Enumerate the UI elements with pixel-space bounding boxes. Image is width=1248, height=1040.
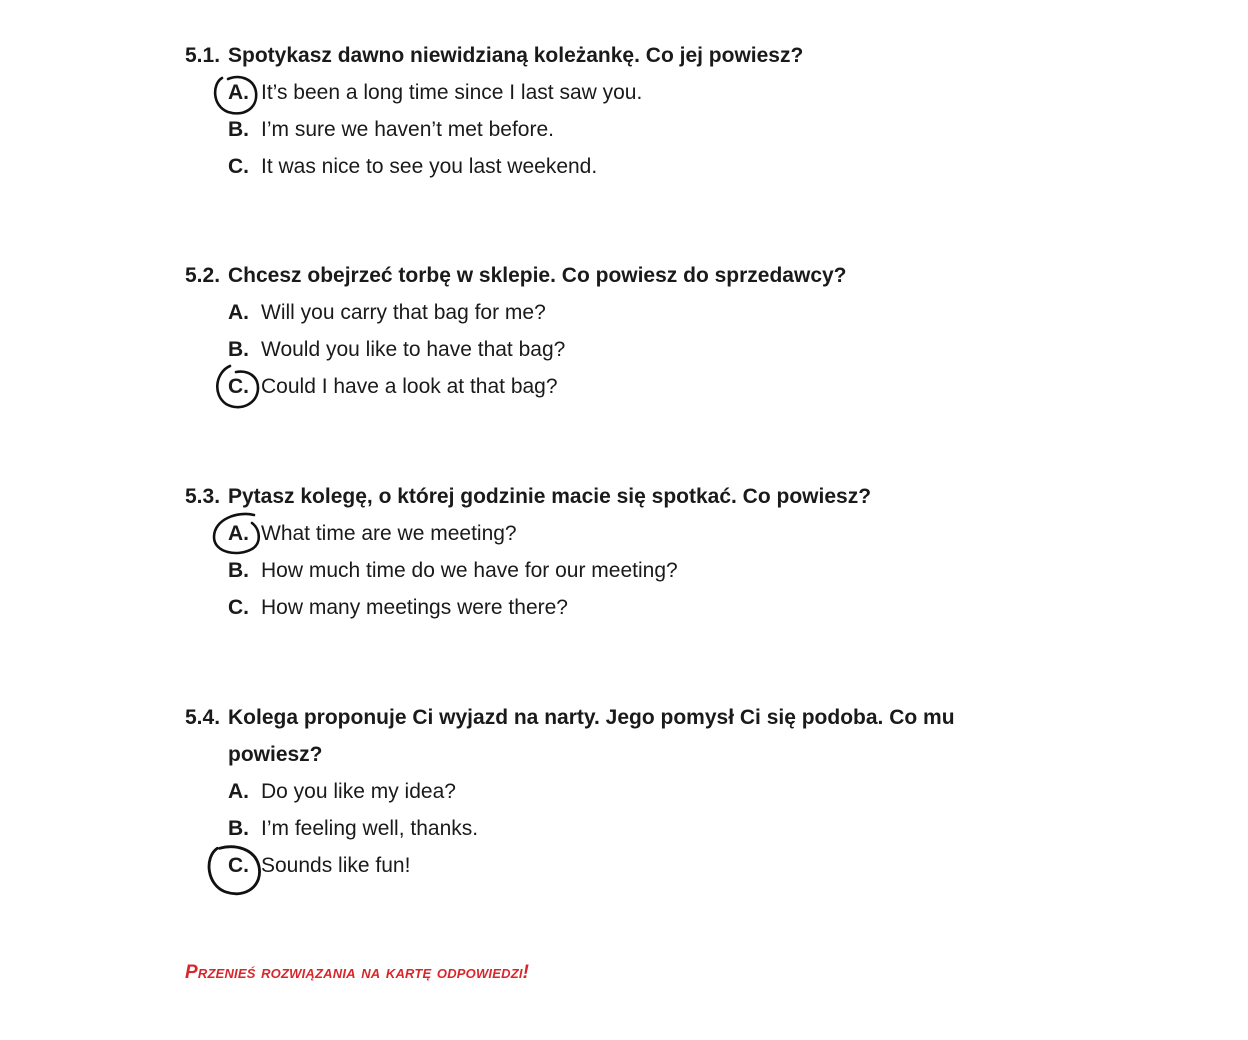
question-prompt: Spotykasz dawno niewidzianą koleżankę. Co jej powiesz? [228, 44, 804, 67]
option-letter: B. [228, 338, 249, 361]
option-letter: A. [228, 74, 261, 111]
answer-option-c[interactable] [228, 589, 1005, 626]
option-letter: A. [228, 515, 261, 552]
option-letter: C. [228, 368, 261, 405]
question-number: 5.3. [185, 485, 221, 508]
option-letter: B. [228, 559, 249, 582]
answer-option-a[interactable] [228, 773, 1005, 810]
question-number: 5.2. [185, 264, 221, 287]
answer-options [228, 294, 1005, 405]
option-letter: B. [228, 118, 249, 141]
option-text: It was nice to see you last weekend. [261, 155, 598, 178]
option-text: I’m sure we haven’t met before. [261, 118, 554, 141]
transfer-answers-note: Przenieś rozwiązania na kartę odpowiedzi! [185, 962, 530, 983]
answer-option-b[interactable] [228, 552, 1005, 589]
option-letter: A. [228, 301, 249, 324]
option-text: How many meetings were there? [261, 596, 568, 619]
option-letter: A. [228, 780, 249, 803]
answer-option-c[interactable] [228, 368, 1005, 405]
option-text: Would you like to have that bag? [261, 338, 566, 361]
question-5-1 [185, 37, 1005, 185]
option-text: What time are we meeting? [261, 522, 517, 545]
question-5-3 [185, 478, 1005, 626]
option-text: Sounds like fun! [261, 854, 411, 877]
answer-option-a[interactable] [228, 74, 1005, 111]
option-letter: B. [228, 817, 249, 840]
option-letter: C. [228, 596, 249, 619]
question-heading [185, 257, 1005, 294]
question-number: 5.1. [185, 44, 221, 67]
answer-options [228, 515, 1005, 626]
option-text: It’s been a long time since I last saw you. [261, 81, 643, 104]
question-prompt: Pytasz kolegę, o której godzinie macie się spotkać. Co powiesz? [228, 485, 872, 508]
question-5-2 [185, 257, 1005, 405]
answer-option-a[interactable] [228, 515, 1005, 552]
answer-options [228, 74, 1005, 185]
question-number: 5.4. [185, 706, 221, 729]
option-text: How much time do we have for our meeting? [261, 559, 678, 582]
option-letter: C. [228, 155, 249, 178]
option-text: Could I have a look at that bag? [261, 375, 558, 398]
option-text: I’m feeling well, thanks. [261, 817, 479, 840]
answer-option-a[interactable] [228, 294, 1005, 331]
question-heading [185, 478, 1005, 515]
answer-options [228, 773, 1005, 884]
question-prompt: Kolega proponuje Ci wyjazd na narty. Jego pomysł Ci się podoba. Co mu powiesz? [228, 706, 955, 766]
question-heading [185, 699, 1005, 773]
answer-option-b[interactable] [228, 111, 1005, 148]
option-text: Do you like my idea? [261, 780, 456, 803]
answer-option-c[interactable] [228, 847, 1005, 884]
question-5-4 [185, 699, 1005, 884]
answer-option-b[interactable] [228, 810, 1005, 847]
answer-option-c[interactable] [228, 148, 1005, 185]
option-text: Will you carry that bag for me? [261, 301, 546, 324]
answer-option-b[interactable] [228, 331, 1005, 368]
question-prompt: Chcesz obejrzeć torbę w sklepie. Co powiesz do sprzedawcy? [228, 264, 847, 287]
option-letter: C. [228, 847, 261, 884]
question-heading [185, 37, 1005, 74]
